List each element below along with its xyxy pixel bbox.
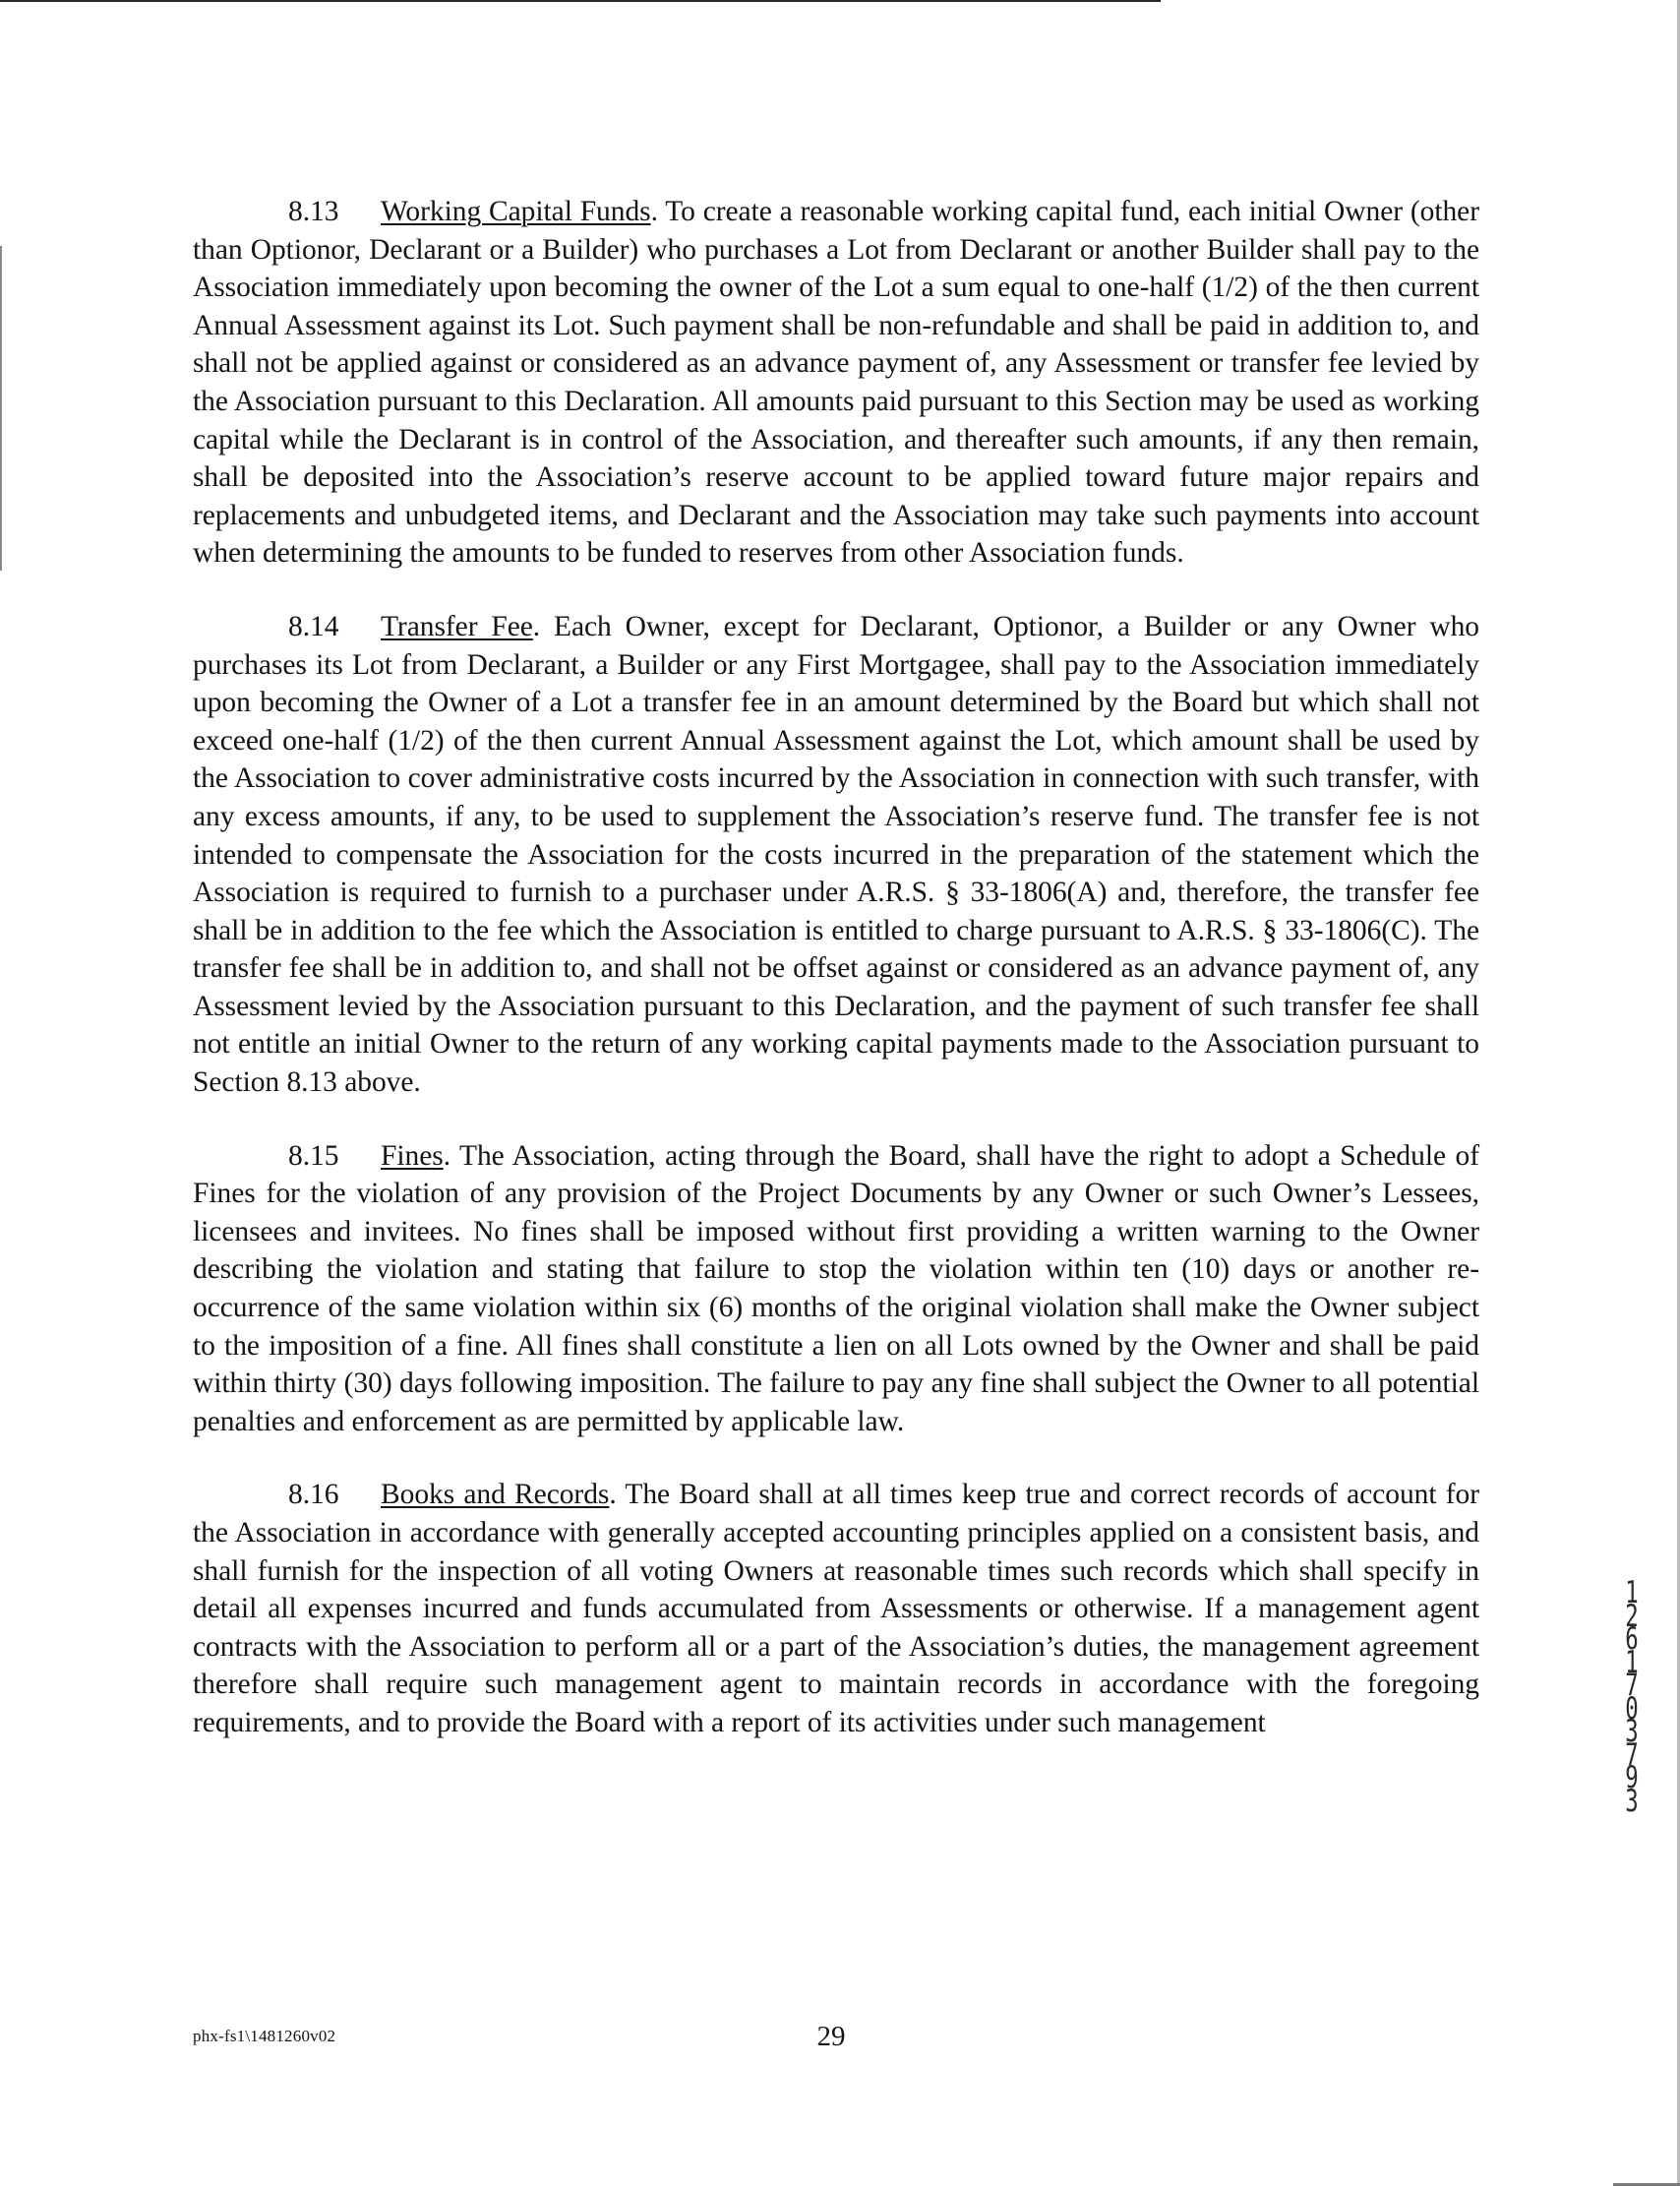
section-title: Working Capital Funds [381, 196, 651, 227]
section-8-16 [193, 1476, 1479, 1741]
page-number: 29 [816, 2021, 846, 2052]
footer-document-id: phx-fs1\1481260v02 [193, 2027, 336, 2045]
section-number: 8.14 [288, 610, 339, 642]
left-scan-edge [0, 246, 2, 571]
section-number: 8.13 [288, 196, 339, 227]
section-text: . The Board shall at all times keep true and correct records of account for the Association in accordance with generally accepted accounting principles applied on a consistent basis, and shall furnish for the inspection of all voting Owners at reasonable times such records which shall specify in detail all expenses incurred and funds accumulated from Assessments or otherwise. If a management agent contracts with the Association to perform all or a part of the Association’s duties, the management agreement therefore shall require such management agent to maintain records in accordance with the foregoing requirements, and to provide the Board with a report of its activities under such management [193, 1479, 1479, 1738]
section-title: Transfer Fee [381, 610, 533, 642]
section-title: Fines [381, 1139, 444, 1172]
section-8-14 [193, 608, 1479, 1102]
top-border-line [0, 0, 1161, 2]
recording-number-stamp: 12617 03793 [1625, 1575, 1639, 1819]
section-number: 8.15 [288, 1139, 339, 1172]
section-text: . The Association, acting through the Board, shall have the right to adopt a Schedule of Fines for the violation of any provision of the Project Documents by any Owner or such Owner’s Lessees, licensees and invitees. No fines shall be imposed without first providing a written warning to the Owner describing the violation and stating that failure to stop the violation within ten (10) days or another re-occurrence of the same violation within six (6) months of the original violation shall make the Owner subject to the imposition of a fine. All fines shall constitute a lien on all Lots owned by the Owner and shall be paid within thirty (30) days following imposition. The failure to pay any fine shall subject the Owner to all potential penalties and enforcement as are permitted by applicable law. [193, 1139, 1479, 1437]
section-8-15 [193, 1137, 1479, 1441]
section-8-13 [193, 193, 1479, 573]
section-text: . Each Owner, except for Declarant, Optionor, a Builder or any Owner who purchases its Lot from Declarant, a Builder or any First Mortgagee, shall pay to the Association immediately upon becoming the Owner of a Lot a transfer fee in an amount determined by the Board but which shall not exceed one-half (1/2) of the then current Annual Assessment against the Lot, which amount shall be used by the Association to cover administrative costs incurred by the Association in connection with such transfer, with any excess amounts, if any, to be used to supplement the Association’s reserve fund. The transfer fee is not intended to compensate the Association for the costs incurred in the preparation of the statement which the Association is required to furnish to a purchaser under A.R.S. § 33-1806(A) and, therefore, the transfer fee shall be in addition to the fee which the Association is entitled to charge pursuant to A.R.S. § 33-1806(C). The transfer fee shall be in addition to, and shall not be offset against or considered as an advance payment of, any Assessment levied by the Association pursuant to this Declaration, and the payment of such transfer fee shall not entitle an initial Owner to the return of any working capital payments made to the Association pursuant to Section 8.13 above. [193, 610, 1479, 1099]
document-body [193, 193, 1479, 1778]
section-text: . To create a reasonable working capital fund, each initial Owner (other than Optionor, Declarant or a Builder) who purchases a Lot from Declarant or another Builder shall pay to the Association immediately upon becoming the owner of the Lot a sum equal to one-half (1/2) of the then current Annual Assessment against its Lot. Such payment shall be non-refundable and shall be paid in addition to, and shall not be applied against or considered as an advance payment of, any Assessment or transfer fee levied by the Association pursuant to this Declaration. All amounts paid pursuant to this Section may be used as working capital while the Declarant is in control of the Association, and thereafter such amounts, if any then remain, shall be deposited into the Association’s reserve account to be applied toward future major repairs and replacements and unbudgeted items, and Declarant and the Association may take such payments into account when determining the amounts to be funded to reserves from other Association funds. [193, 196, 1479, 570]
section-title: Books and Records [381, 1479, 610, 1511]
section-number: 8.16 [288, 1479, 339, 1511]
